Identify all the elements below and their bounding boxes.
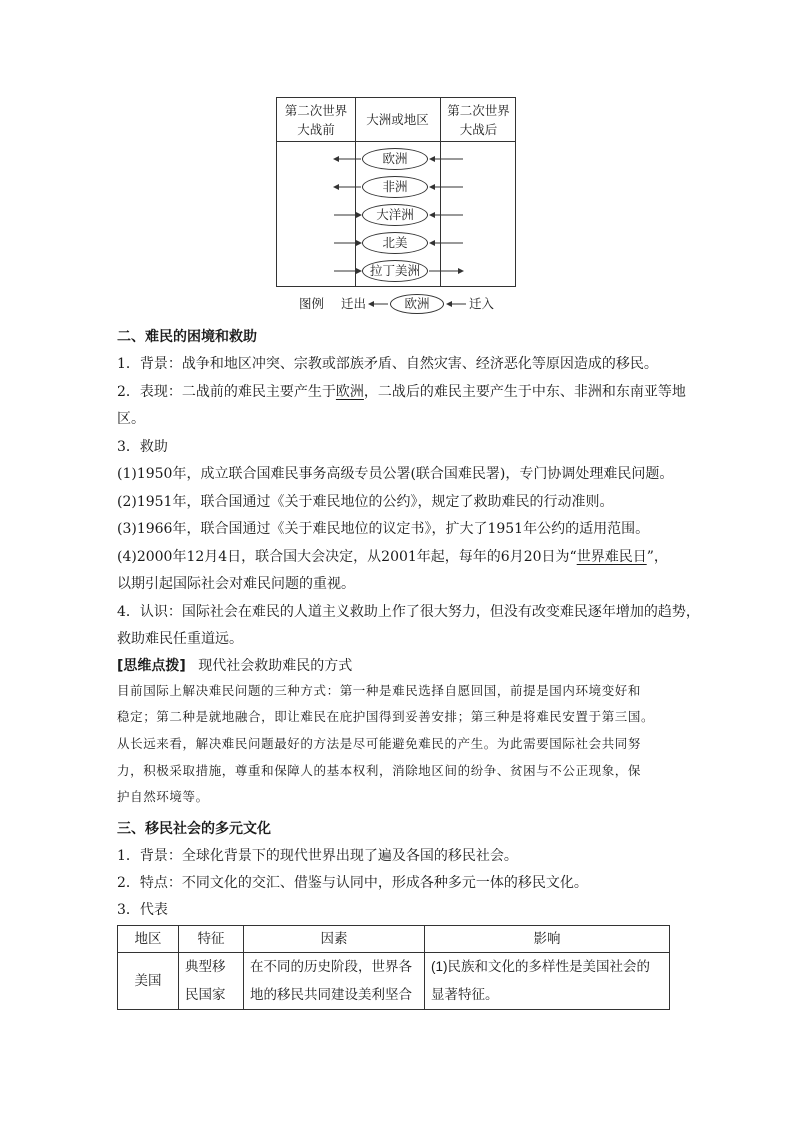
representative-table <box>117 925 670 1010</box>
table-header: 特征 <box>179 926 244 953</box>
tip-tag: [思维点拨] <box>117 658 186 674</box>
table-header: 因素 <box>244 926 425 953</box>
section3-background: 1．背景：全球化背景下的现代世界出现了遍及各国的移民社会。 <box>117 848 518 864</box>
table-header: 地区 <box>118 926 179 953</box>
table-row <box>118 953 670 1010</box>
region-ellipse: 拉丁美洲 <box>362 260 428 282</box>
text: (4)2000年12月4日，联合国大会决定，从2001年起，每年的6月20日为“ <box>117 549 577 565</box>
text: 典型移 <box>185 959 226 974</box>
legend-arrow-in <box>446 293 468 322</box>
section2-manifestation <box>117 382 686 402</box>
region-ellipse: 欧洲 <box>362 148 428 170</box>
text: 地的移民共同建设美利坚合 <box>250 987 412 1002</box>
text: ”， <box>646 549 668 565</box>
tip-title-row <box>117 656 352 676</box>
underlined-answer: 世界难民日 <box>576 549 647 565</box>
relief-item-4-cont: 以期引起国际社会对难民问题的重视。 <box>117 576 355 592</box>
header-after-line2: 大战后 <box>459 122 498 137</box>
legend-sample-ellipse: 欧洲 <box>390 294 444 314</box>
header-after-line1: 第二次世界 <box>447 103 510 118</box>
table-header-row <box>118 926 670 953</box>
tip-line: 稳定；第二种是就地融合，即让难民在庇护国得到妥善安排；第三种是将难民安置于第三国。 <box>117 709 655 724</box>
header-before-line2: 大战前 <box>297 122 335 137</box>
cell-factor <box>244 953 425 1010</box>
tip-title: 现代社会救助难民的方式 <box>198 658 353 674</box>
table-header: 影响 <box>425 926 670 953</box>
relief-item-3: (3)1966年，联合国通过《关于难民地位的议定书》，扩大了1951年公约的适用范围。 <box>117 521 650 537</box>
cell-region: 美国 <box>118 953 179 1010</box>
legend-in-label: 迁入 <box>469 296 495 311</box>
cell-impact <box>425 953 670 1010</box>
legend-arrow-out <box>368 293 390 322</box>
migration-diagram <box>276 97 516 287</box>
tip-line: 力，积极采取措施，尊重和保障人的基本权利，消除地区间的纷争、贫困与不公正现象，保 <box>117 763 642 778</box>
relief-item-1: (1)1950年，成立联合国难民事务高级专员公署(联合国难民署)，专门协调处理难民问题。 <box>117 466 674 482</box>
legend-label: 图例 <box>299 296 325 311</box>
section3-heading: 三、移民社会的多元文化 <box>117 821 271 837</box>
relief-item-4 <box>117 547 668 567</box>
section2-manifestation-cont: 区。 <box>117 411 145 427</box>
header-before-line1: 第二次世界 <box>284 103 348 118</box>
section2-understanding: 4．认识：国际社会在难民的人道主义救助上作了很大努力，但没有改变难民逐年增加的趋势， <box>117 604 700 620</box>
section3-features: 2．特点：不同文化的交汇、借鉴与认同中，形成各种多元一体的移民文化。 <box>117 875 588 891</box>
text: ，二战后的难民主要产生于中东、非洲和东南亚等地 <box>363 384 686 400</box>
underlined-answer: 欧洲 <box>335 384 364 400</box>
section2-understanding-cont: 救助难民任重道远。 <box>117 631 243 647</box>
header-region: 大洲或地区 <box>366 112 429 127</box>
section2-relief-heading: 3．救助 <box>117 439 168 455</box>
text: 民国家 <box>185 987 226 1002</box>
relief-item-2: (2)1951年，联合国通过《关于难民地位的公约》，规定了救助难民的行动准则。 <box>117 494 614 510</box>
tip-line: 护自然环境等。 <box>117 789 209 804</box>
region-ellipse: 大洋洲 <box>362 204 428 226</box>
text: (1)民族和文化的多样性是美国社会的 <box>431 959 650 974</box>
tip-line: 目前国际上解决难民问题的三种方式：第一种是难民选择自愿回国，前提是国内环境变好和 <box>117 683 642 698</box>
cell-feature <box>179 953 244 1010</box>
text: 显著特征。 <box>431 987 499 1002</box>
region-ellipse: 北美 <box>362 232 428 254</box>
text: 在不同的历史阶段，世界各 <box>250 959 412 974</box>
text: 2．表现：二战前的难民主要产生于 <box>117 384 336 400</box>
region-ellipse: 非洲 <box>362 176 428 198</box>
section3-examples: 3．代表 <box>117 902 168 918</box>
section2-background: 1．背景：战争和地区冲突、宗教或部族矛盾、自然灾害、经济恶化等原因造成的移民。 <box>117 356 658 372</box>
legend-out-label: 迁出 <box>341 296 367 311</box>
tip-line: 从长远来看，解决难民问题最好的方法是尽可能避免难民的产生。为此需要国际社会共同努 <box>117 736 642 751</box>
section2-heading: 二、难民的困境和救助 <box>117 329 257 345</box>
